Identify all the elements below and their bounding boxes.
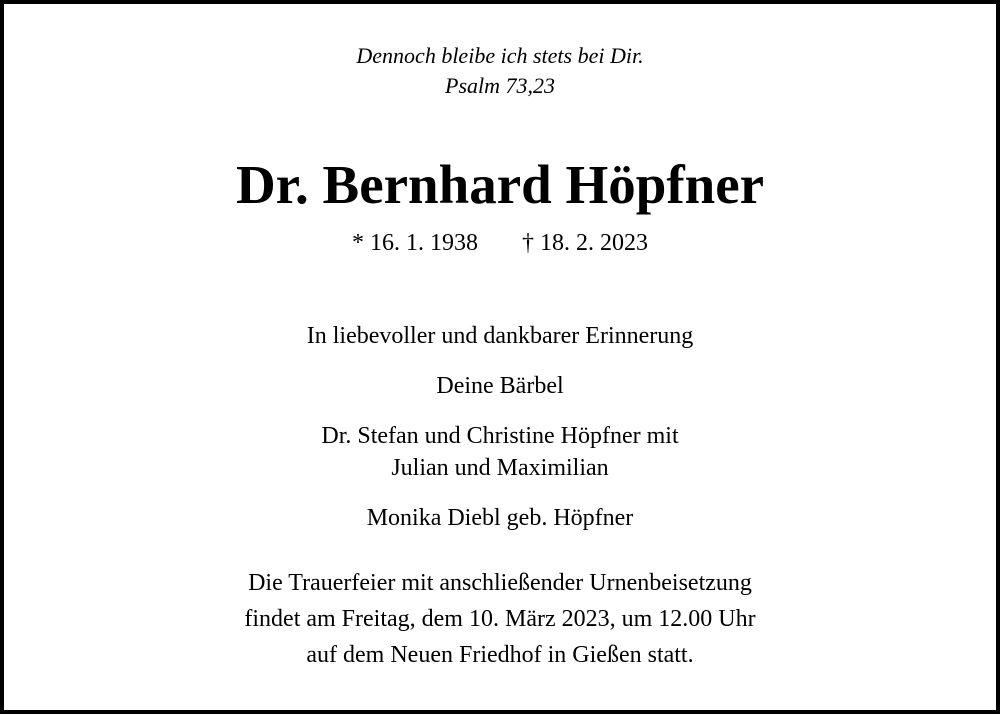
mourner-line-3: Julian und Maximilian: [391, 455, 609, 481]
death-date: † 18. 2. 2023: [522, 230, 648, 256]
motto-source: Psalm 73,23: [445, 73, 555, 98]
funeral-line-2: findet am Freitag, dem 10. März 2023, um 12.00 Uhr: [244, 606, 756, 632]
motto-quote: Dennoch bleibe ich stets bei Dir.: [356, 43, 644, 68]
funeral-line-1: Die Trauerfeier mit anschließender Urnenbeisetzung: [248, 570, 752, 596]
remembrance-text: In liebevoller und dankbarer Erinnerung: [306, 323, 694, 349]
birth-date: * 16. 1. 1938: [352, 230, 478, 256]
life-dates: [0, 228, 1000, 258]
mourner-line-1: Deine Bärbel: [436, 373, 564, 399]
mourner-line-2: Dr. Stefan und Christine Höpfner mit: [321, 423, 679, 449]
deceased-name: Dr. Bernhard Höpfner: [235, 154, 765, 215]
mourner-line-4: Monika Diebl geb. Höpfner: [366, 505, 634, 531]
funeral-line-3: auf dem Neuen Friedhof in Gießen statt.: [306, 642, 694, 668]
